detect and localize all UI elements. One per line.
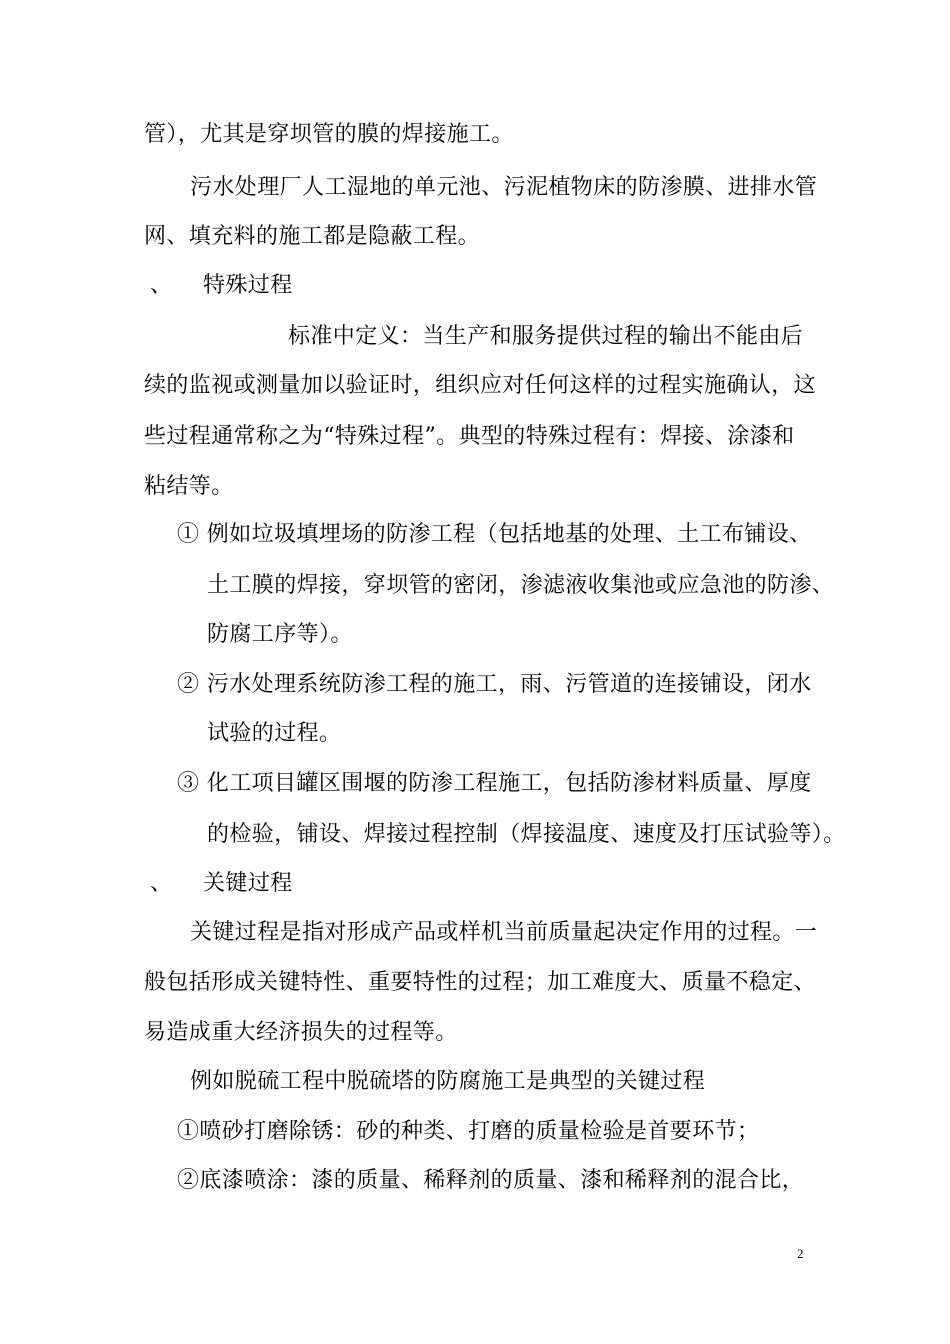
text-line: 续的监视或测量加以验证时，组织应对任何这样的过程实施确认，这 xyxy=(144,373,817,398)
text-line: 粘结等。 xyxy=(144,474,234,499)
text-line: 些过程通常称之为“特殊过程”。典型的特殊过程有：焊接、涂漆和 xyxy=(144,424,795,449)
text-line: 污水处理厂人工湿地的单元池、污泥植物床的防渗膜、进排水管 xyxy=(190,175,818,200)
list-item-continuation: 试验的过程。 xyxy=(207,721,342,746)
text-line: 管），尤其是穿坝管的膜的焊接施工。 xyxy=(144,122,514,147)
list-item: ① 例如垃圾填埋场的防渗工程（包括地基的处理、土工布铺设、 xyxy=(177,522,812,547)
list-item: ② 污水处理系统防渗工程的施工，雨、污管道的连接铺设，闭水 xyxy=(177,672,812,697)
list-item: ②底漆喷涂：漆的质量、稀释剂的质量、漆和稀释剂的混合比， xyxy=(177,1168,805,1193)
list-item-continuation: 防腐工序等）。 xyxy=(207,622,353,647)
list-item: ③ 化工项目罐区围堰的防渗工程施工，包括防渗材料质量、厚度 xyxy=(177,771,812,796)
list-item: ①喷砂打磨除锈：砂的种类、打磨的质量检验是首要环节； xyxy=(177,1119,760,1144)
section-heading: 关键过程 xyxy=(203,871,293,896)
page-number: 2 xyxy=(797,1246,804,1261)
list-marker: 、 xyxy=(150,871,173,896)
list-item-continuation: 的检验，铺设、焊接过程控制（焊接温度、速度及打压试验等）。 xyxy=(207,822,846,847)
text-line: 例如脱硫工程中脱硫塔的防腐施工是典型的关键过程 xyxy=(190,1069,706,1094)
text-line: 标准中定义：当生产和服务提供过程的输出不能由后 xyxy=(288,324,804,349)
list-marker: 、 xyxy=(150,273,173,298)
text-line: 般包括形成关键特性、重要特性的过程；加工难度大、质量不稳定、 xyxy=(144,970,817,995)
list-item-continuation: 土工膜的焊接，穿坝管的密闭，渗滤液收集池或应急池的防渗、 xyxy=(207,573,835,598)
text-line: 网、填充料的施工都是隐蔽工程。 xyxy=(144,224,481,249)
text-line: 易造成重大经济损失的过程等。 xyxy=(144,1020,458,1045)
section-heading: 特殊过程 xyxy=(203,273,293,298)
text-line: 关键过程是指对形成产品或样机当前质量起决定作用的过程。一 xyxy=(190,920,818,945)
